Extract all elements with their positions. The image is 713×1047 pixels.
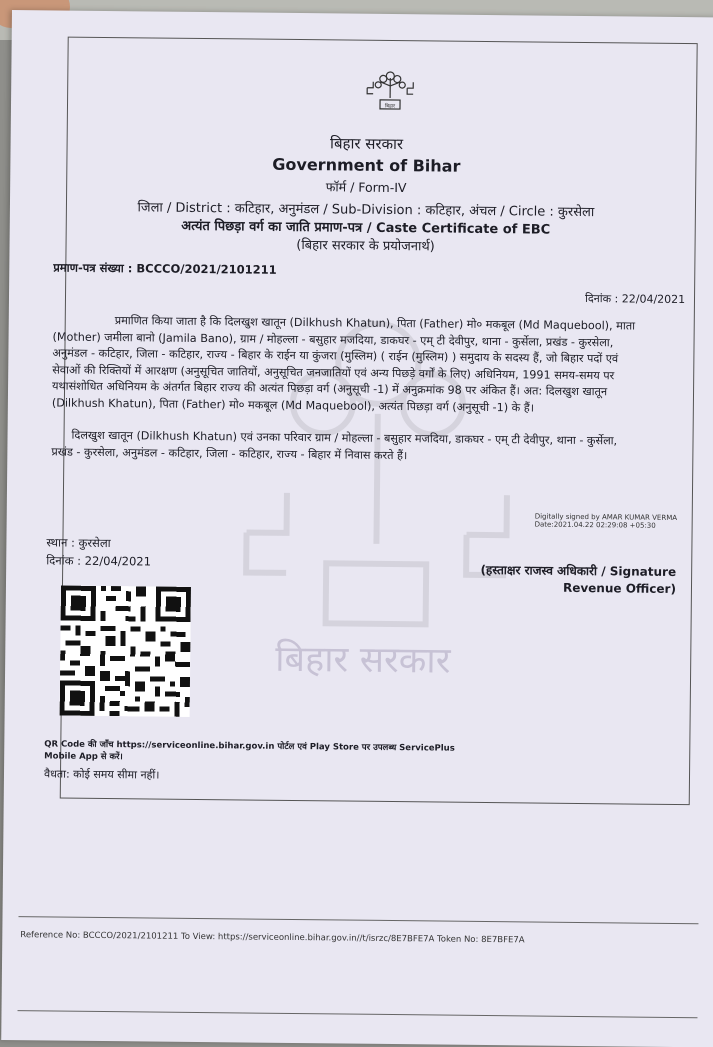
emblem-caption: बिहार: [385, 102, 396, 109]
signature-line-1: (हस्ताक्षर राजस्व अधिकारी / Signature: [436, 561, 676, 581]
bihar-emblem-icon: [364, 64, 417, 121]
digital-signature-name: Digitally signed by AMAR KUMAR VERMA: [535, 513, 677, 522]
footer-reference: Reference No: BCCCO/2021/2101211 To View: https://serviceonline.bihar.gov.in//t/isrzc/8E7BFE7A Token No: 8E7BFE7A: [20, 930, 524, 945]
watermark-text: बिहार सरकार: [275, 633, 451, 684]
body-line: सेवाओं की रिक्तियों में आरक्षण (अनुसूचित जातियों, अनुसूचित जनजातियों एवं अन्य पिछड़े वर्गों के लिए) अधिनियम, 1991 समय-समय पर: [52, 362, 634, 385]
validity-text: वैधता: कोई समय सीमा नहीं।: [44, 766, 160, 782]
form-label: फॉर्म / Form-IV: [10, 175, 713, 199]
purpose-text: (बिहार सरकार के प्रयोजनार्थ): [9, 232, 713, 257]
body-line: यथासंशोधित अधिनियम के अंतर्गत बिहार राज्य की अत्यंत पिछड़ा वर्ग (अनुसूची -1) में अनुक्रमांक 98 पर अंकित हैं। अत: दिलखुश खातून: [52, 378, 634, 401]
english-title: Government of Bihar: [10, 152, 713, 178]
date-label: दिनांक : 22/04/2021: [46, 553, 151, 569]
footer-rule: [19, 916, 699, 924]
body-line: दिलखुश खातून (Dilkhush Khatun) एवं उनका परिवार ग्राम / मोहल्ला - बसुहार मजदिया, डाकघर - एम् टी देवीपुर, थाना - कुर्सेला,: [51, 427, 617, 449]
bottom-rule: [18, 1010, 698, 1018]
digital-signature-date: Date:2021.04.22 02:29:08 +05:30: [535, 521, 677, 530]
qr-verification-note: [44, 738, 455, 766]
issue-date: दिनांक : 22/04/2021: [585, 291, 685, 307]
body-line: (Mother) जमीला बानो (Jamila Bano), ग्राम / मोहल्ला - बसुहार मजदिया, डाकघर - एम् टी देवीपुर, थाना - कुर्सेला, प्रखंड - कुरसेला,: [52, 329, 634, 352]
signature-block: [436, 561, 676, 598]
certificate-title: अत्यंत पिछड़ा वर्ग का जाति प्रमाण-पत्र / Caste Certificate of EBC: [10, 214, 713, 239]
place-label: स्थान : कुरसेला: [46, 535, 110, 551]
qr-note-line-2: Mobile App से करें।: [44, 750, 455, 766]
signature-line-2: Revenue Officer): [436, 578, 676, 598]
certificate-page: [1, 10, 713, 1047]
certificate-body: [52, 312, 635, 417]
body-line: (Dilkhush Khatun), पिता (Father) मो० मकबूल (Md Maquebool), अत्यंत पिछड़ा वर्ग (अनुसूची -1) के हैं।: [52, 395, 634, 418]
qr-note-line-1: QR Code की जाँच https://serviceonline.bihar.gov.in पोर्टल एवं Play Store पर उपलब्ध ServicePlus: [44, 738, 455, 754]
body-line: प्रखंड - कुरसेला, अनुमंडल - कटिहार, जिला - कटिहार, राज्य - बिहार में निवास करते हैं।: [51, 444, 617, 466]
certificate-number: प्रमाण-पत्र संख्या : BCCCO/2021/2101211: [53, 260, 277, 277]
district-line: जिला / District : कटिहार, अनुमंडल / Sub-Division : कटिहार, अंचल / Circle : कुरसेला: [10, 196, 713, 221]
qr-code[interactable]: [60, 586, 191, 717]
digital-signature: [535, 513, 677, 530]
body-line: अनुमंडल - कटिहार, जिला - कटिहार, राज्य - बिहार के राईन या कुंजरा (मुस्लिम) ( राईन (मुस्लिम) ) समुदाय के सदस्य हैं, जो बिहार पदों एवं: [52, 345, 634, 368]
body-line: प्रमाणित किया जाता है कि दिलखुश खातून (Dilkhush Khatun), पिता (Father) मो० मकबूल (Md Maquebool), माता: [53, 312, 635, 335]
residence-paragraph: [51, 427, 617, 466]
hindi-title: बिहार सरकार: [11, 130, 713, 157]
